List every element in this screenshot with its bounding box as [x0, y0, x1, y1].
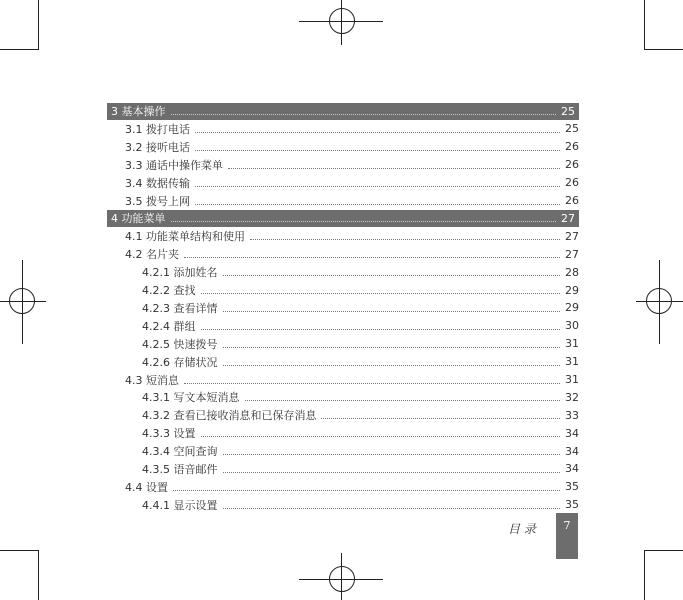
crop-mark	[38, 550, 39, 600]
toc-entry-label: 4.2.4 群组	[142, 319, 196, 333]
toc-page-number: 30	[565, 319, 579, 333]
toc-entry-row[interactable]	[107, 442, 579, 460]
toc-entry-label: 3.1 拨打电话	[125, 122, 190, 136]
toc-entry-row[interactable]	[107, 478, 579, 496]
toc-entry-row[interactable]	[107, 353, 579, 371]
crop-mark	[645, 550, 683, 551]
toc-page-number: 31	[565, 337, 579, 351]
toc-leader-dots	[223, 364, 561, 366]
page-number-tab	[556, 513, 578, 559]
toc-leader-dots	[195, 149, 560, 151]
toc-entry-row[interactable]	[107, 299, 579, 317]
toc-entry-label: 4.2.6 存储状况	[142, 355, 218, 369]
toc-entry-row[interactable]	[107, 371, 579, 389]
crop-mark	[644, 0, 645, 50]
toc-entry-label: 4.1 功能菜单结构和使用	[125, 230, 245, 244]
toc-chapter-row[interactable]	[107, 210, 579, 227]
toc-leader-dots	[228, 167, 560, 169]
registration-line	[341, 553, 342, 600]
toc-entry-row[interactable]	[107, 138, 579, 156]
page-number: 7	[563, 519, 571, 532]
toc-entry-row[interactable]	[107, 174, 579, 192]
toc-page-number: 28	[565, 265, 579, 279]
toc-entry-label: 4.3.1 写文本短消息	[142, 391, 240, 405]
toc-entry-row[interactable]	[107, 317, 579, 335]
footer-title: 目 录	[508, 522, 536, 536]
toc-page-number: 31	[565, 373, 579, 387]
toc-entry-label: 3.5 拨号上网	[125, 194, 190, 208]
toc-leader-dots	[184, 382, 560, 384]
toc-page-number: 34	[565, 462, 579, 476]
registration-line	[0, 301, 46, 302]
table-of-contents	[107, 102, 579, 514]
toc-leader-dots	[201, 328, 561, 330]
toc-entry-label: 4.4 设置	[125, 480, 168, 494]
toc-page-number: 27	[565, 229, 579, 243]
toc-entry-label: 4.4.1 显示设置	[142, 498, 218, 512]
registration-line	[341, 0, 342, 45]
toc-entry-row[interactable]	[107, 406, 579, 424]
toc-leader-dots	[171, 113, 557, 115]
toc-entry-row[interactable]	[107, 460, 579, 478]
toc-entry-label: 4.2 名片夹	[125, 248, 179, 262]
toc-leader-dots	[195, 203, 560, 205]
toc-leader-dots	[173, 489, 560, 491]
toc-entry-row[interactable]	[107, 192, 579, 210]
registration-line	[659, 260, 660, 344]
toc-entry-label: 3 基本操作	[111, 105, 166, 118]
toc-entry-row[interactable]	[107, 388, 579, 406]
toc-entry-label: 3.2 接听电话	[125, 140, 190, 154]
toc-entry-label: 4.2.5 快速拨号	[142, 337, 218, 351]
toc-page-number: 27	[561, 211, 575, 225]
crop-mark	[644, 550, 645, 600]
toc-entry-label: 4.2.1 添加姓名	[142, 266, 218, 280]
toc-page-number: 25	[565, 122, 579, 136]
toc-leader-dots	[184, 256, 560, 258]
toc-page-number: 29	[565, 283, 579, 297]
toc-entry-label: 4.2.2 查找	[142, 284, 196, 298]
toc-leader-dots	[195, 131, 560, 133]
toc-leader-dots	[201, 435, 561, 437]
toc-page-number: 31	[565, 355, 579, 369]
toc-page-number: 35	[565, 498, 579, 512]
toc-entry-row[interactable]	[107, 245, 579, 263]
crop-mark	[38, 0, 39, 50]
toc-page-number: 34	[565, 444, 579, 458]
toc-page-number: 26	[565, 176, 579, 190]
toc-leader-dots	[201, 292, 561, 294]
toc-chapter-row[interactable]	[107, 103, 579, 120]
toc-entry-label: 4.3.4 空间查询	[142, 445, 218, 459]
toc-entry-row[interactable]	[107, 335, 579, 353]
toc-page-number: 26	[565, 158, 579, 172]
toc-page-number: 26	[565, 194, 579, 207]
toc-page-number: 26	[565, 140, 579, 154]
toc-leader-dots	[245, 399, 561, 401]
toc-entry-label: 3.4 数据传输	[125, 176, 190, 190]
toc-leader-dots	[321, 417, 560, 419]
toc-page-number: 34	[565, 426, 579, 440]
toc-entry-row[interactable]	[107, 120, 579, 138]
toc-entry-label: 4.3.2 查看已接收消息和已保存消息	[142, 409, 317, 423]
toc-entry-label: 4.2.3 查看详情	[142, 301, 218, 315]
toc-entry-row[interactable]	[107, 263, 579, 281]
toc-leader-dots	[223, 471, 561, 473]
toc-leader-dots	[195, 185, 560, 187]
toc-page-number: 29	[565, 301, 579, 315]
toc-page-number: 35	[565, 480, 579, 494]
toc-entry-label: 4.3 短消息	[125, 373, 179, 387]
toc-leader-dots	[223, 453, 561, 455]
toc-page-number: 27	[565, 247, 579, 261]
toc-entry-row[interactable]	[107, 227, 579, 245]
toc-entry-row[interactable]	[107, 156, 579, 174]
toc-page-number: 33	[565, 408, 579, 422]
toc-leader-dots	[223, 507, 561, 509]
toc-entry-row[interactable]	[107, 281, 579, 299]
toc-entry-row[interactable]	[107, 496, 579, 514]
crop-mark	[645, 49, 683, 50]
toc-page-number: 25	[561, 104, 575, 118]
toc-entry-label: 4.3.3 设置	[142, 427, 196, 441]
toc-leader-dots	[223, 310, 561, 312]
toc-entry-label: 3.3 通话中操作菜单	[125, 158, 223, 172]
toc-leader-dots	[250, 238, 560, 240]
toc-page-number: 32	[565, 390, 579, 404]
toc-leader-dots	[171, 220, 557, 222]
crop-mark	[0, 550, 38, 551]
registration-line	[22, 260, 23, 344]
toc-entry-label: 4.3.5 语音邮件	[142, 462, 218, 476]
toc-leader-dots	[223, 274, 561, 276]
toc-entry-label: 4 功能菜单	[111, 212, 166, 226]
toc-entry-row[interactable]	[107, 424, 579, 442]
crop-mark	[0, 49, 38, 50]
toc-leader-dots	[223, 346, 561, 348]
